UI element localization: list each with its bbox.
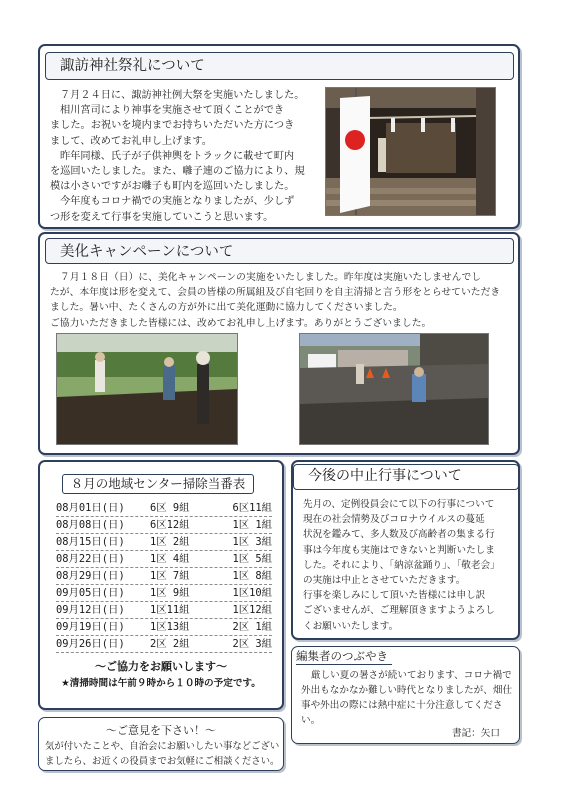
cancel-line: の実施は中止とさせていただきます。 [303, 575, 466, 587]
schedule-date: 08月22日(日) [56, 553, 125, 565]
editor-line: 事や外出の際には熱中症に十分注意してくださ [301, 700, 503, 711]
table-row [56, 551, 272, 568]
schedule-group-b: 1区 8組 [232, 570, 272, 582]
editor-text [301, 668, 515, 728]
campaign-text [50, 270, 516, 331]
schedule-date: 09月12日(日) [56, 604, 125, 616]
festival-line: 模は小さいですがお囃子も町内を巡回いたしました。 [50, 181, 295, 193]
schedule-group-a: 1区 7組 [150, 570, 190, 582]
festival-line: ７月２４日に、諏訪神社例大祭を実施いたしました。 [60, 90, 305, 101]
campaign-title: 美化キャンペーンについて [45, 238, 514, 264]
cleanup-photo-2 [299, 333, 489, 445]
schedule-footer-request: ～ご協力をお願いします～ [95, 660, 227, 673]
opinion-title: ～ご意見を下さい！～ [106, 724, 216, 737]
shrine-photo [325, 87, 496, 216]
festival-title: 諏訪神社祭礼について [45, 52, 514, 80]
festival-line: まして、改めてお礼申し上げます。 [50, 135, 212, 147]
table-row [56, 636, 272, 653]
table-row [56, 534, 272, 551]
schedule-group-a: 1区11組 [150, 604, 190, 616]
table-row [56, 619, 272, 636]
schedule-group-b: 1区 5組 [232, 553, 272, 565]
campaign-line: ７月１８日（日）に、美化キャンペーンの実施をいたしました。昨年度は実施いたしませんでし [60, 272, 482, 283]
schedule-date: 08月29日(日) [56, 570, 125, 582]
campaign-line: ご協力いただきました皆様には、改めてお礼申し上げます。ありがとうございました。 [50, 317, 432, 329]
opinion-line: 気が付いたことや、自治会にお願いしたい事などござい [45, 741, 280, 752]
schedule-group-a: 2区 2組 [150, 638, 190, 650]
cancel-line: 行事を楽しみにして頂いた皆様には申し訳 [303, 590, 486, 602]
editor-line: い。 [301, 715, 321, 726]
cancel-line: くお願いいたします。 [303, 620, 399, 632]
cancel-text [303, 497, 515, 634]
cancel-line: 状況を鑑みて、多人数及び高齢者の集まる行 [303, 529, 495, 541]
editor-signature: 書記：矢口 [452, 728, 500, 739]
cancel-title: 今後の中止行事について [293, 464, 519, 490]
cleanup-photo-1 [56, 333, 238, 445]
schedule-title: ８月の地域センター掃除当番表 [62, 474, 254, 494]
festival-line: 昨年同様、氏子が子供神輿をトラックに載せて町内 [60, 150, 295, 162]
festival-text [50, 88, 322, 225]
cancel-line: 先月の、定例役員会にて以下の行事について [303, 499, 495, 510]
schedule-date: 08月01日(日) [56, 502, 125, 514]
editor-line: 外出もなかなか難しい時代となりましたが、畑仕 [301, 685, 513, 696]
schedule-date: 09月19日(日) [56, 621, 125, 633]
schedule-group-a: 1区 4組 [150, 553, 190, 565]
festival-line: を巡回いたしました。また、囃子連のご協力により、規 [50, 166, 305, 178]
schedule-group-b: 1区12組 [232, 604, 272, 616]
schedule-group-b: 1区 3組 [232, 536, 272, 548]
festival-line: 相川宮司により神事を実施させて頂くことができ [60, 105, 285, 117]
campaign-line: ました。暑い中、たくさんの方が外に出て美化運動に協力してくださいました。 [50, 302, 403, 314]
table-row [56, 602, 272, 619]
schedule-date: 08月15日(日) [56, 536, 125, 548]
schedule-group-a: 1区 2組 [150, 536, 190, 548]
table-row [56, 568, 272, 585]
cancel-line: 現在の社会情勢及びコロナウイルスの蔓延 [303, 514, 485, 526]
schedule-group-b: 6区11組 [232, 502, 272, 514]
cancel-line: ございませんが、ご理解頂きますようよろし [303, 605, 495, 617]
schedule-group-b: 1区10組 [232, 587, 272, 599]
schedule-group-a: 6区12組 [150, 519, 190, 531]
schedule-group-b: 1区 1組 [232, 519, 272, 531]
festival-line: ました。お祝いを境内までお持ちいただいた方につき [50, 120, 295, 132]
schedule-group-b: 2区 1組 [232, 621, 272, 633]
editor-title-underline [296, 664, 392, 665]
schedule-group-a: 1区 9組 [150, 587, 190, 599]
schedule-group-a: 1区13組 [150, 621, 190, 633]
cancel-line: 事は今年度も実施はできないと判断いたしま [303, 544, 495, 556]
festival-line: つ形を変えて行事を実施していこうと思います。 [50, 211, 274, 223]
schedule-date: 09月05日(日) [56, 587, 125, 599]
schedule-footer-time: ★清掃時間は午前９時から１０時の予定です。 [61, 678, 261, 689]
schedule-group-b: 2区 3組 [232, 638, 272, 650]
table-row [56, 517, 272, 534]
table-row [56, 500, 272, 517]
festival-line: 今年度もコロナ禍での実施となりましたが、少しず [60, 196, 295, 208]
schedule-date: 08月08日(日) [56, 519, 125, 531]
opinion-line: ましたら、お近くの役員までお気軽にご相談ください。 [45, 756, 280, 767]
editor-line: 厳しい夏の暑さが続いております、コロナ禍で [311, 670, 512, 681]
cancel-line: した。それにより、「納涼盆踊り」、「敬老会」 [303, 559, 500, 571]
schedule-date: 09月26日(日) [56, 638, 125, 650]
campaign-line: たが、本年度は形を変えて、会員の皆様の所属組及び自宅回りを自主清掃と言う形をとらせていただき [50, 287, 501, 299]
schedule-group-a: 6区 9組 [150, 502, 190, 514]
editor-title: 編集者のつぶやき [296, 649, 388, 663]
table-row [56, 585, 272, 602]
